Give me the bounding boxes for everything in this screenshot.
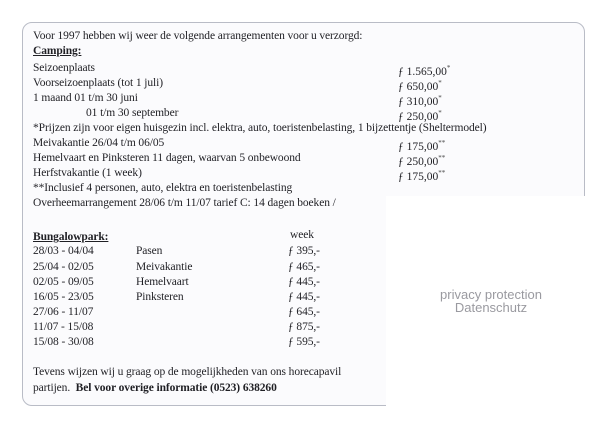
bungalow-heading: Bungalowpark: <box>33 231 109 243</box>
camping-row-label: Meivakantie 26/04 t/m 06/05 <box>33 137 165 149</box>
bungalow-row-price: ƒ 875,- <box>288 321 320 333</box>
privacy-watermark: privacy protection Datenschutz <box>440 287 542 315</box>
bungalow-row-dates: 11/07 - 15/08 <box>33 321 94 333</box>
bungalow-row-name: Pasen <box>136 245 163 257</box>
camping-note-inclusive: **Inclusief 4 personen, auto, elektra en toeristenbelasting <box>33 182 293 194</box>
bungalow-row-name: Meivakantie <box>136 261 193 273</box>
bungalow-week-header: week <box>290 229 314 241</box>
camping-row-label: Seizoenplaats <box>33 62 95 74</box>
camping-row-price: ƒ 310,00* <box>398 94 442 108</box>
bungalow-row-dates: 16/05 - 23/05 <box>33 291 94 303</box>
bungalow-row-dates: 15/08 - 30/08 <box>33 336 94 348</box>
footer-line: partijen. Bel voor overige informatie (0523) 638260 <box>33 382 277 394</box>
bungalow-row-price: ƒ 395,- <box>288 245 320 257</box>
camping-note-overheem: Overheemarrangement 28/06 t/m 11/07 tarief C: 14 dagen boeken / <box>33 197 336 209</box>
bungalow-row-dates: 28/03 - 04/04 <box>33 245 94 257</box>
camping-row-label: Herfstvakantie (1 week) <box>33 167 142 179</box>
camping-row-label: 01 t/m 30 september <box>86 107 179 119</box>
camping-heading: Camping: <box>33 45 82 57</box>
camping-row-label: Hemelvaart en Pinksteren 11 dagen, waarvan 5 onbewoond <box>33 152 301 164</box>
bungalow-row-price: ƒ 445,- <box>288 276 320 288</box>
camping-row-price: ƒ 250,00* <box>398 109 442 123</box>
camping-row-price: ƒ 175,00** <box>398 139 446 153</box>
contact-info: Bel voor overige informatie (0523) 638260 <box>75 382 277 394</box>
bungalow-row-price: ƒ 595,- <box>288 336 320 348</box>
camping-row-price: ƒ 650,00* <box>398 79 442 93</box>
camping-row-price: ƒ 1.565,00* <box>398 64 451 78</box>
bungalow-row-price: ƒ 645,- <box>288 306 320 318</box>
camping-row-price: ƒ 250,00** <box>398 154 446 168</box>
bungalow-row-dates: 27/06 - 11/07 <box>33 306 94 318</box>
footer-line: Tevens wijzen wij u graag op de mogelijkheden van ons horecapavil <box>33 366 342 378</box>
camping-row-price: ƒ 175,00** <box>398 169 446 183</box>
bungalow-row-dates: 02/05 - 09/05 <box>33 276 94 288</box>
intro-text: Voor 1997 hebben wij weer de volgende arrangementen voor u verzorgd: <box>33 30 363 42</box>
bungalow-row-price: ƒ 465,- <box>288 261 320 273</box>
bungalow-row-name: Hemelvaart <box>136 276 189 288</box>
bungalow-row-name: Pinksteren <box>136 291 184 303</box>
camping-row-label: Voorseizoenplaats (tot 1 juli) <box>33 77 163 89</box>
bungalow-row-dates: 25/04 - 02/05 <box>33 261 94 273</box>
camping-note-prices: *Prijzen zijn voor eigen huisgezin incl. elektra, auto, toeristenbelasting, 1 bijzettentje (Sheltermodel) <box>33 122 487 134</box>
camping-row-label: 1 maand 01 t/m 30 juni <box>33 92 138 104</box>
bungalow-row-price: ƒ 445,- <box>288 291 320 303</box>
